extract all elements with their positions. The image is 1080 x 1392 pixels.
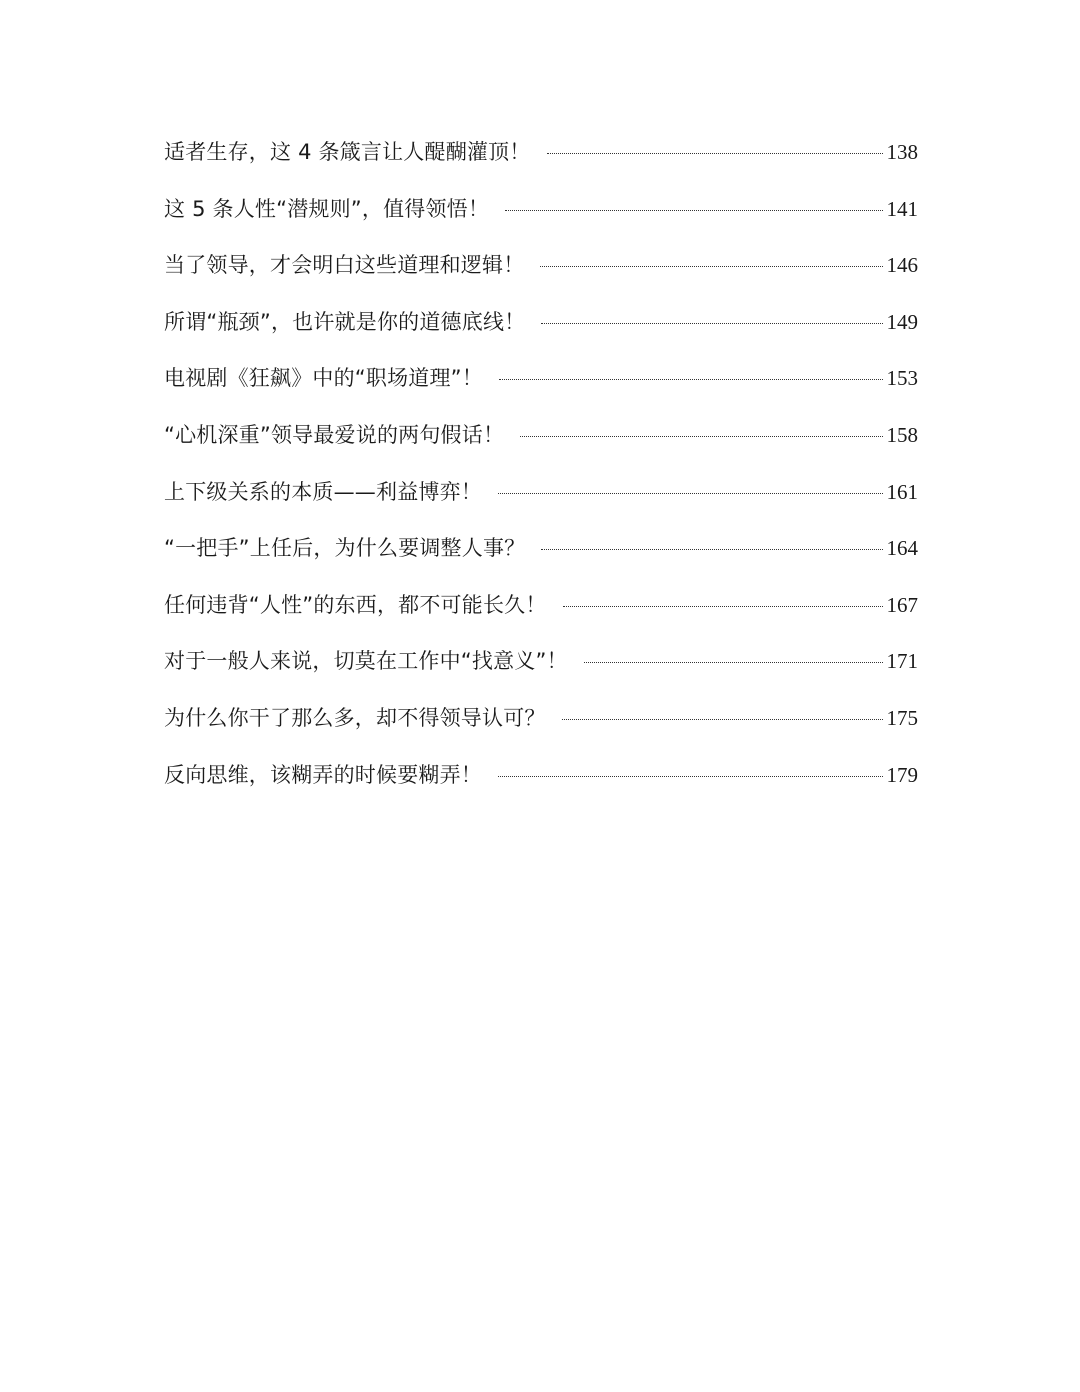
toc-entry-page: 161 bbox=[886, 479, 918, 504]
toc-dot-leader bbox=[498, 776, 883, 777]
toc-entry-title: 电视剧《狂飙》中的“职场道理”！ bbox=[164, 366, 483, 391]
toc-dot-leader bbox=[540, 266, 882, 267]
toc-entry-title: “一把手”上任后，为什么要调整人事？ bbox=[164, 536, 526, 561]
toc-dot-leader bbox=[563, 606, 883, 607]
toc-dot-leader bbox=[584, 662, 883, 663]
toc-entry-title: 这 5 条人性“潜规则”，值得领悟！ bbox=[164, 196, 490, 221]
toc-entry[interactable] bbox=[164, 362, 918, 419]
toc-dot-leader bbox=[505, 210, 882, 211]
toc-entry[interactable] bbox=[164, 476, 918, 533]
toc-entry-title: 反向思维，该糊弄的时候要糊弄！ bbox=[164, 762, 482, 787]
toc-dot-leader bbox=[541, 549, 882, 550]
toc-entry[interactable] bbox=[164, 645, 918, 702]
toc-entry[interactable] bbox=[164, 306, 918, 363]
toc-entry[interactable] bbox=[164, 589, 918, 646]
toc-entry-title: “心机深重”领导最爱说的两句假话！ bbox=[164, 422, 505, 447]
toc-dot-leader bbox=[541, 323, 882, 324]
toc-entry[interactable] bbox=[164, 759, 918, 816]
toc-entry[interactable] bbox=[164, 419, 918, 476]
toc-entry-title: 上下级关系的本质——利益博弈！ bbox=[164, 479, 482, 504]
toc-entry-title: 当了领导，才会明白这些道理和逻辑！ bbox=[164, 253, 525, 278]
toc-entry[interactable] bbox=[164, 702, 918, 759]
toc-entry-page: 146 bbox=[886, 253, 918, 278]
toc-dot-leader bbox=[498, 493, 883, 494]
toc-entry[interactable] bbox=[164, 193, 918, 250]
toc-entry-page: 158 bbox=[886, 422, 918, 447]
toc-entry-page: 171 bbox=[886, 649, 918, 674]
toc-entry-page: 138 bbox=[886, 140, 918, 164]
toc-entry[interactable] bbox=[164, 136, 918, 193]
toc-entry[interactable] bbox=[164, 249, 918, 306]
toc-dot-leader bbox=[520, 436, 882, 437]
toc-entry-title: 所谓“瓶颈”，也许就是你的道德底线！ bbox=[164, 309, 526, 334]
toc-entry-page: 175 bbox=[886, 705, 918, 730]
toc-entry-page: 141 bbox=[886, 196, 918, 221]
toc-entry-page: 153 bbox=[886, 366, 918, 391]
toc-entry-page: 179 bbox=[886, 762, 918, 787]
toc-entry-title: 为什么你干了那么多，却不得领导认可？ bbox=[164, 705, 546, 730]
toc-entry-title: 适者生存，这 4 条箴言让人醍醐灌顶！ bbox=[164, 140, 531, 164]
toc-dot-leader bbox=[562, 719, 883, 720]
toc-entry-page: 164 bbox=[886, 536, 918, 561]
toc-entry-title: 对于一般人来说，切莫在工作中“找意义”！ bbox=[164, 649, 568, 674]
toc-dot-leader bbox=[547, 153, 883, 154]
toc-entry-page: 149 bbox=[886, 309, 918, 334]
toc-dot-leader bbox=[499, 379, 883, 380]
toc-entry-page: 167 bbox=[886, 592, 918, 617]
toc-entry-title: 任何违背“人性”的东西，都不可能长久！ bbox=[164, 592, 547, 617]
table-of-contents bbox=[164, 136, 918, 815]
toc-entry[interactable] bbox=[164, 532, 918, 589]
